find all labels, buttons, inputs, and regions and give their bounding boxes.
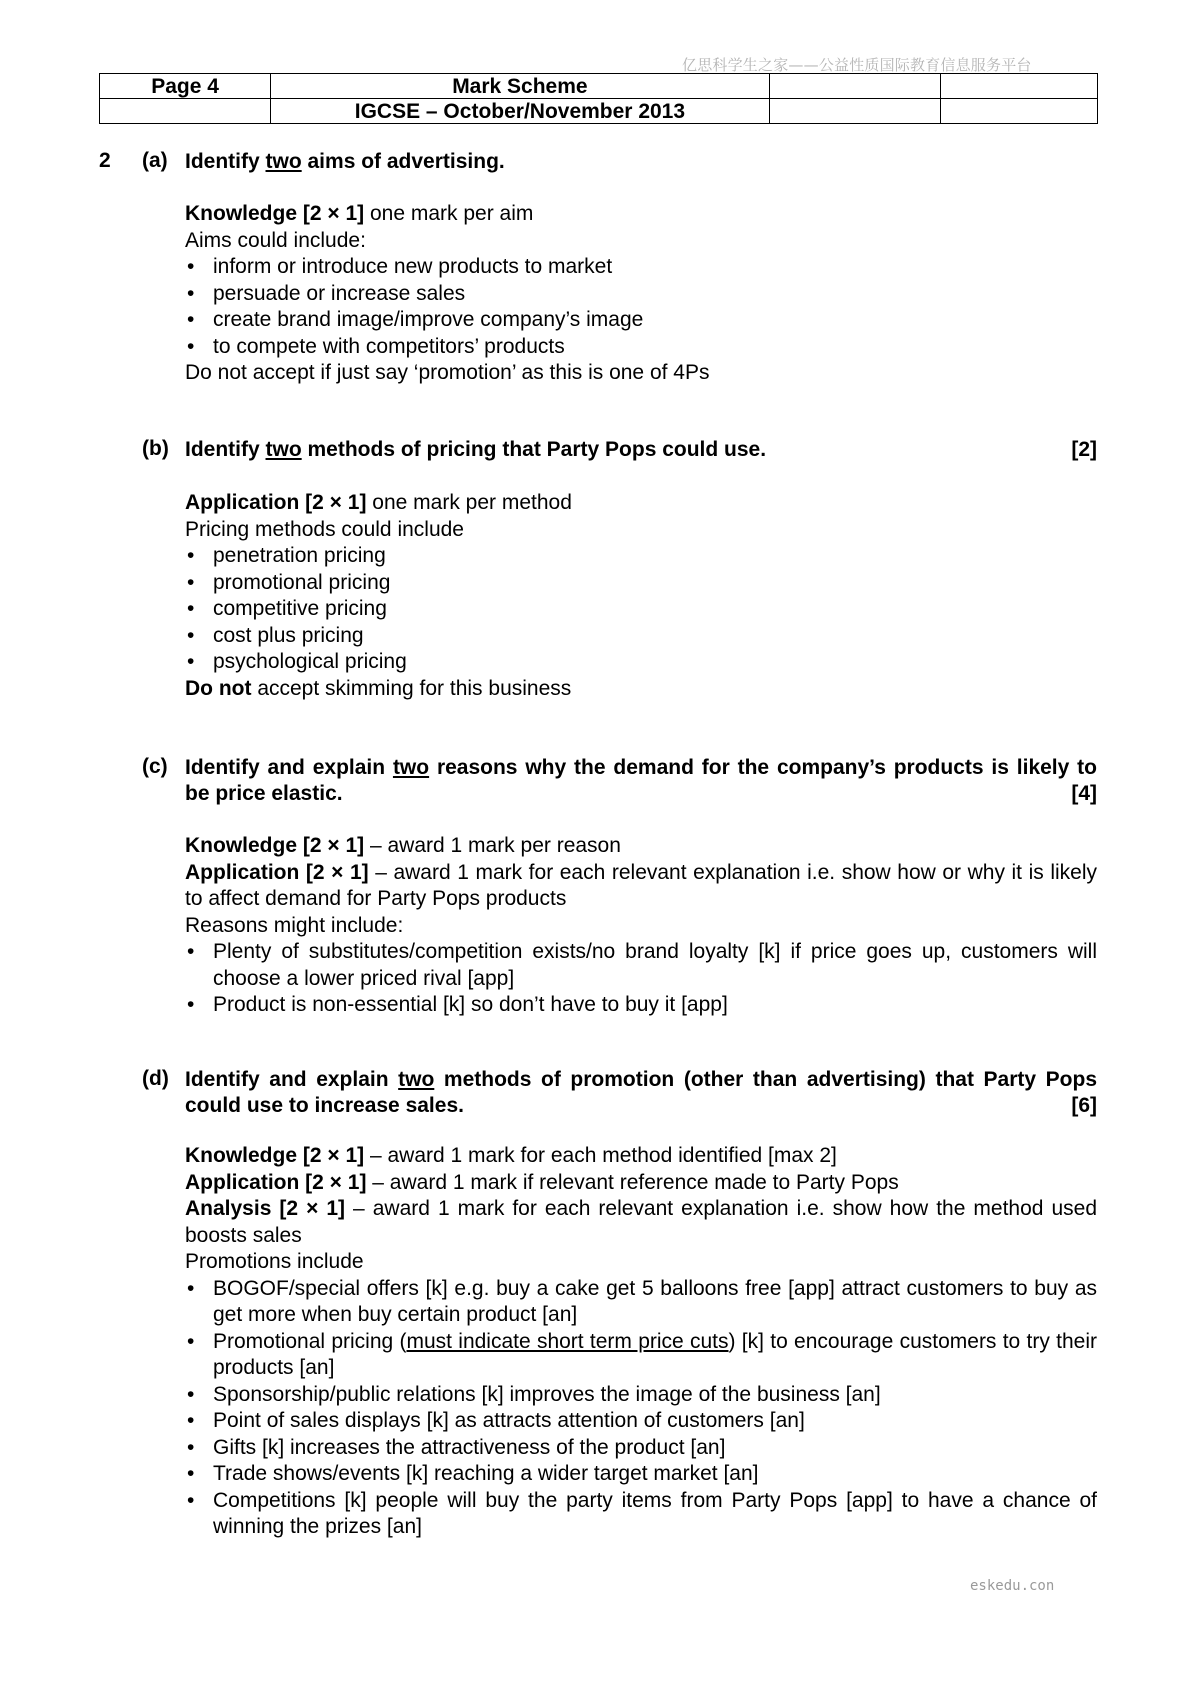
part-a-scheme: Knowledge [2 × 1] one mark per aim Aims could include: • inform or introduce new products to market • persuade or increase sales • create brand image/improve company’s image • to compete with competitors’ products Do not accept if just say ‘promotion’ as this is one of 4Ps <box>185 201 1097 387</box>
part-d-question: Identify and explain two methods of promotion (other than advertising) that Party Pops could use to increase sales. [6] <box>185 1068 1097 1117</box>
part-c-question: Identify and explain two reasons why the demand for the company’s products is likely to be price elastic. [4] <box>185 756 1097 805</box>
list-item: • Trade shows/events [k] reaching a wider target market [an] <box>185 1461 1097 1488</box>
part-d-intro: Promotions include <box>185 1250 364 1273</box>
part-a-bullets <box>185 254 1097 360</box>
part-b-intro: Pricing methods could include <box>185 517 464 541</box>
list-item: • create brand image/improve company’s image <box>185 307 1097 334</box>
list-item: • promotional pricing <box>185 570 1097 597</box>
list-item: • Product is non-essential [k] so don’t have to buy it [app] <box>185 992 1097 1019</box>
part-a-note: Do not accept if just say ‘promotion’ as this is one of 4Ps <box>185 361 710 384</box>
list-item: • Promotional pricing (must indicate short term price cuts) [k] to encourage customers to try their products [an] <box>185 1329 1097 1382</box>
part-d-bullets <box>185 1276 1097 1541</box>
list-item: • Sponsorship/public relations [k] improves the image of the business [an] <box>185 1382 1097 1409</box>
part-b-bullets <box>185 543 1097 676</box>
list-item: • penetration pricing <box>185 543 1097 570</box>
doc-subtitle: IGCSE – October/November 2013 <box>271 99 769 124</box>
page-label: Page 4 <box>100 74 271 99</box>
list-item: • persuade or increase sales <box>185 281 1097 308</box>
list-item: • competitive pricing <box>185 596 1097 623</box>
watermark: 亿思科学生之家——公益性质国际教育信息服务平台 <box>682 56 1032 74</box>
part-b-scheme: Application [2 × 1] one mark per method Pricing methods could include • penetration pricing • promotional pricing • competitive pricing • cost plus pricing • psychological pricing Do not accept skimming for this business <box>185 490 1097 702</box>
part-c-marks: [4] <box>1071 782 1097 805</box>
list-item: • Plenty of substitutes/competition exists/no brand loyalty [k] if price goes up, customers will choose a lower priced rival [app] <box>185 939 1097 992</box>
list-item: • Gifts [k] increases the attractiveness of the product [an] <box>185 1435 1097 1462</box>
syllabus-cell <box>769 74 940 99</box>
part-d-scheme: Knowledge [2 × 1] – award 1 mark for each method identified [max 2] Application [2 × 1] – award 1 mark if relevant reference made to Party Pops Analysis [2 × 1] – award 1 mark for each relevant explanation i.e. show how the method used boosts sales Promotions include • BOGOF/special offers [k] e.g. buy a cake get 5 balloons free [app] attract customers to buy as get more when buy certain product [an] • Promotional pricing (must indicate short term price cuts) [k] to encourage customers to try their products [an] • Sponsorship/public relations [k] improves the image of the business [an] • Point of sales displays [k] as attracts attention of customers [an] • Gifts [k] increases the attractiveness of the product [an] • Trade shows/events [k] reaching a wider target market [an] • Competitions [k] people will buy the party items from Party Pops [app] to have a chance of winning the prizes [an] <box>185 1143 1097 1541</box>
part-c-intro: Reasons might include: <box>185 913 404 937</box>
part-a-question: Identify two aims of advertising. <box>185 150 505 173</box>
list-item: • Competitions [k] people will buy the party items from Party Pops [app] to have a chance of winning the prizes [an] <box>185 1488 1097 1541</box>
header-empty-cell <box>940 99 1097 124</box>
part-b-label: (b) <box>142 437 169 460</box>
part-b-note: Do not accept skimming for this business <box>185 676 572 700</box>
doc-title: Mark Scheme <box>271 74 769 99</box>
part-b-question: [2] Identify two methods of pricing that Party Pops could use. <box>185 438 1097 461</box>
part-c-label: (c) <box>142 755 168 778</box>
part-d-label: (d) <box>142 1067 169 1090</box>
header-table <box>99 73 1098 124</box>
header-empty-cell <box>769 99 940 124</box>
footer-watermark: eskedu.con <box>970 1578 1055 1594</box>
header-empty-cell <box>100 99 271 124</box>
question-number: 2 <box>99 149 111 172</box>
part-c-bullets <box>185 939 1097 1019</box>
list-item: • Point of sales displays [k] as attracts attention of customers [an] <box>185 1408 1097 1435</box>
list-item: • cost plus pricing <box>185 623 1097 650</box>
list-item: • BOGOF/special offers [k] e.g. buy a cake get 5 balloons free [app] attract customers to buy as get more when buy certain product [an] <box>185 1276 1097 1329</box>
part-a-label: (a) <box>142 149 168 172</box>
part-d-marks: [6] <box>1071 1094 1097 1117</box>
list-item: • psychological pricing <box>185 649 1097 676</box>
list-item: • inform or introduce new products to market <box>185 254 1097 281</box>
part-c-scheme: Knowledge [2 × 1] – award 1 mark per reason Application [2 × 1] – award 1 mark for each relevant explanation i.e. show how or why it is likely to affect demand for Party Pops products Reasons might include: • Plenty of substitutes/competition exists/no brand loyalty [k] if price goes up, customers will choose a lower priced rival [app] • Product is non-essential [k] so don’t have to buy it [app] <box>185 833 1097 1019</box>
list-item: • to compete with competitors’ products <box>185 334 1097 361</box>
paper-cell <box>940 74 1097 99</box>
part-a-intro: Aims could include: <box>185 228 366 252</box>
part-b-marks: [2] <box>1071 438 1097 461</box>
